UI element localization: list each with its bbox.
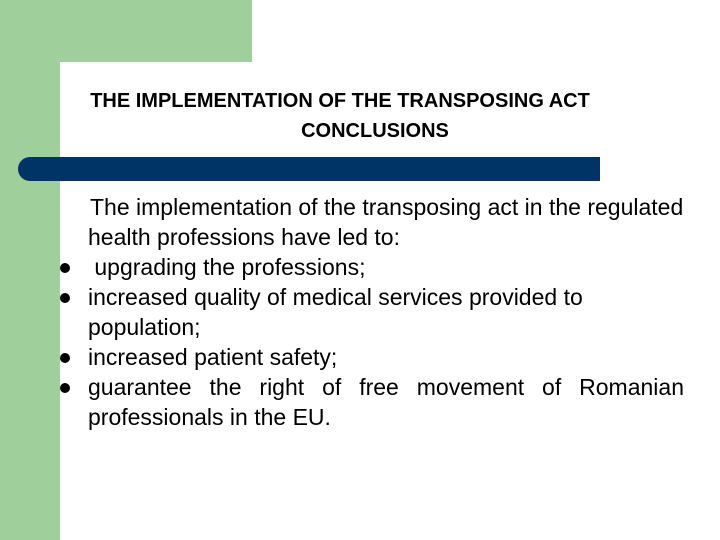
title-divider-bar [18, 157, 600, 181]
bullet-dot-icon [60, 293, 70, 303]
bullet-dot-icon [60, 383, 70, 393]
bullet-list [88, 252, 684, 432]
bullet-item [88, 252, 684, 282]
title-line-2: CONCLUSIONS [301, 120, 449, 142]
slide-title [0, 86, 720, 146]
slide-body [88, 192, 684, 432]
bullet-text: guarantee the right of free movement of Romanian professionals in the EU. [88, 374, 684, 430]
bullet-text: increased patient safety; [88, 344, 338, 370]
bullet-item [88, 282, 684, 342]
bullet-text: increased quality of medical services provided to population; [88, 284, 583, 340]
bullet-item [88, 342, 684, 372]
bullet-dot-icon [60, 263, 70, 273]
intro-text: The implementation of the transposing act in the regulated health professions have led to: [88, 194, 684, 250]
bullet-dot-icon [60, 353, 70, 363]
bullet-item [88, 372, 684, 432]
bullet-text: upgrading the professions; [88, 254, 366, 280]
title-line-1: THE IMPLEMENTATION OF THE TRANSPOSING ACT [90, 90, 590, 112]
green-sidebar [0, 0, 60, 540]
